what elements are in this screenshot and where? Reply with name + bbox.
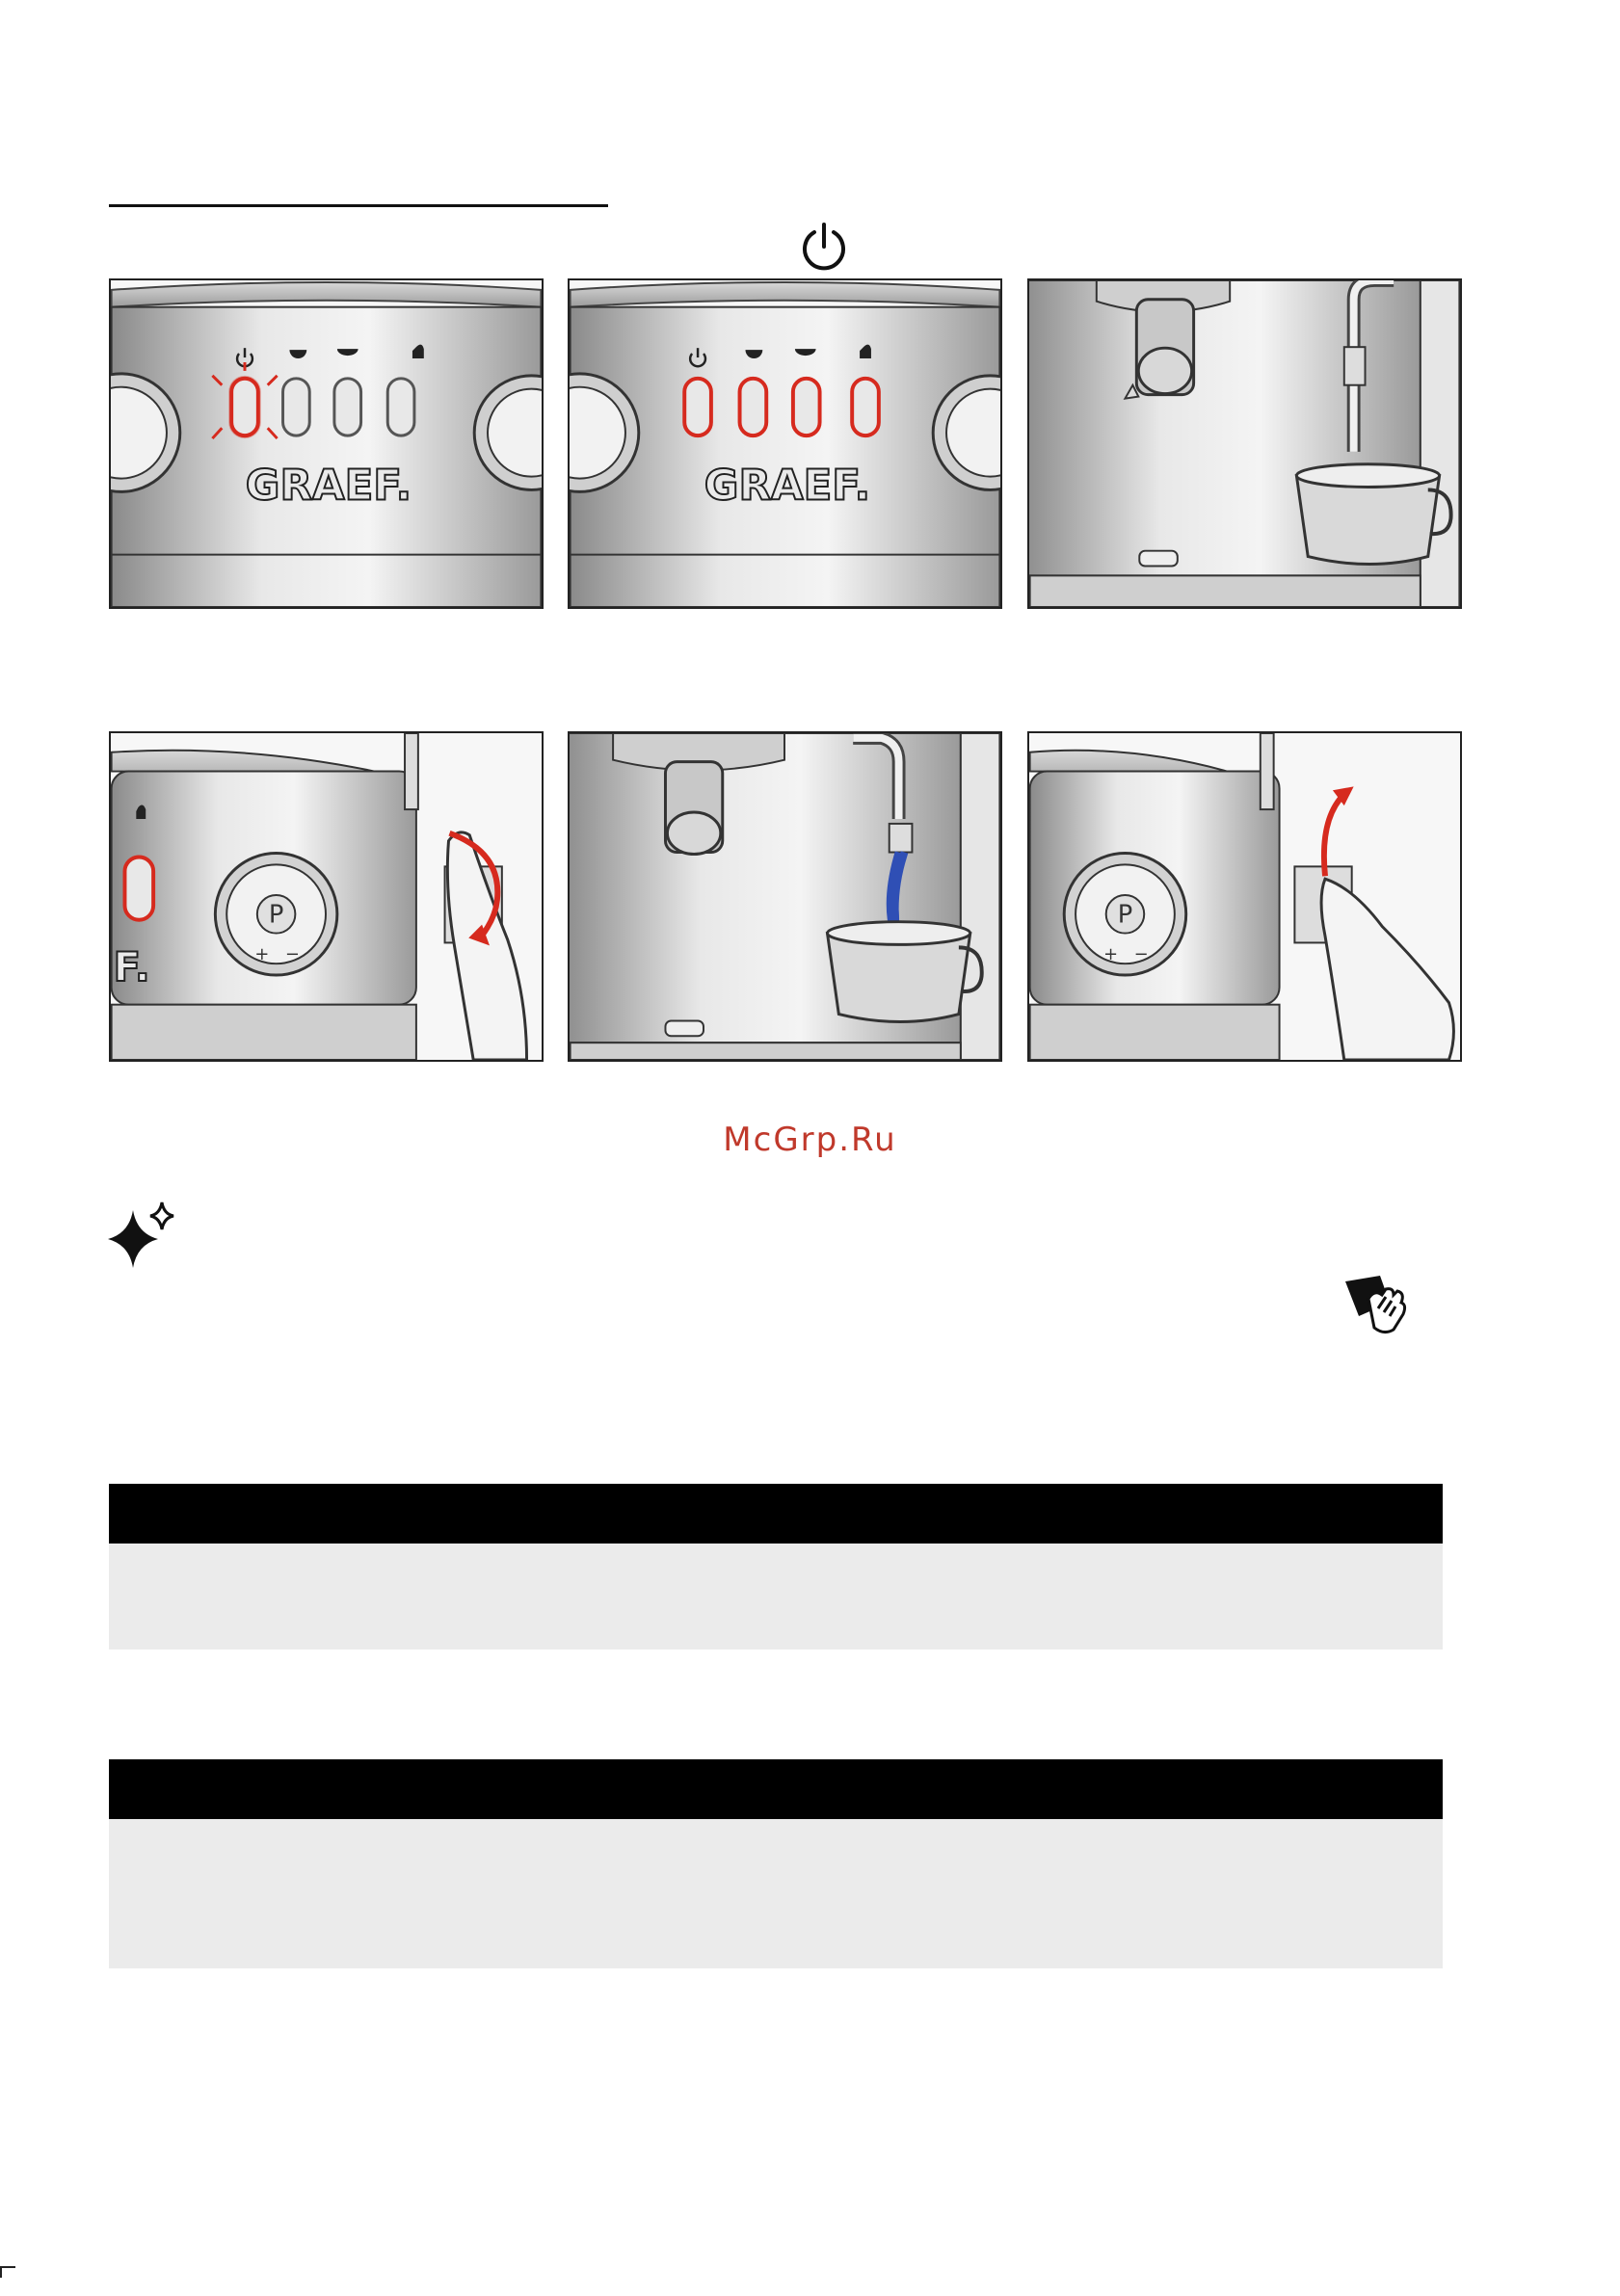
- watermark-text: McGrp.Ru: [723, 1121, 897, 1159]
- sparkle-icon: [106, 1201, 183, 1270]
- section-heading-rule: [109, 204, 608, 207]
- svg-text:−: −: [284, 944, 300, 965]
- illustration-cup-under-wand: [1027, 278, 1462, 609]
- crop-mark: [0, 2266, 15, 2278]
- illustration-power-blinking: [109, 278, 544, 609]
- illustration-all-buttons-lit: [568, 278, 1002, 609]
- cloth-wipe-icon: [1340, 1270, 1407, 1337]
- table-1-body: [109, 1544, 1443, 1649]
- illustration-turn-knob-close: [1027, 731, 1462, 1062]
- table-2-header: [109, 1759, 1443, 1819]
- svg-text:+: +: [1103, 944, 1119, 965]
- svg-text:GRAEF.: GRAEF.: [704, 462, 871, 511]
- illustration-turn-knob-open: [109, 731, 544, 1062]
- svg-text:P: P: [268, 900, 284, 930]
- illustration-water-into-cup: [568, 731, 1002, 1062]
- svg-text:−: −: [1133, 944, 1149, 965]
- brand-logo: GRAEF.: [245, 462, 412, 511]
- svg-text:+: +: [254, 944, 270, 965]
- table-1-header: [109, 1484, 1443, 1544]
- svg-text:F.: F.: [113, 942, 150, 990]
- svg-text:P: P: [1117, 900, 1133, 930]
- power-icon: [796, 219, 852, 275]
- table-2-body: [109, 1819, 1443, 1968]
